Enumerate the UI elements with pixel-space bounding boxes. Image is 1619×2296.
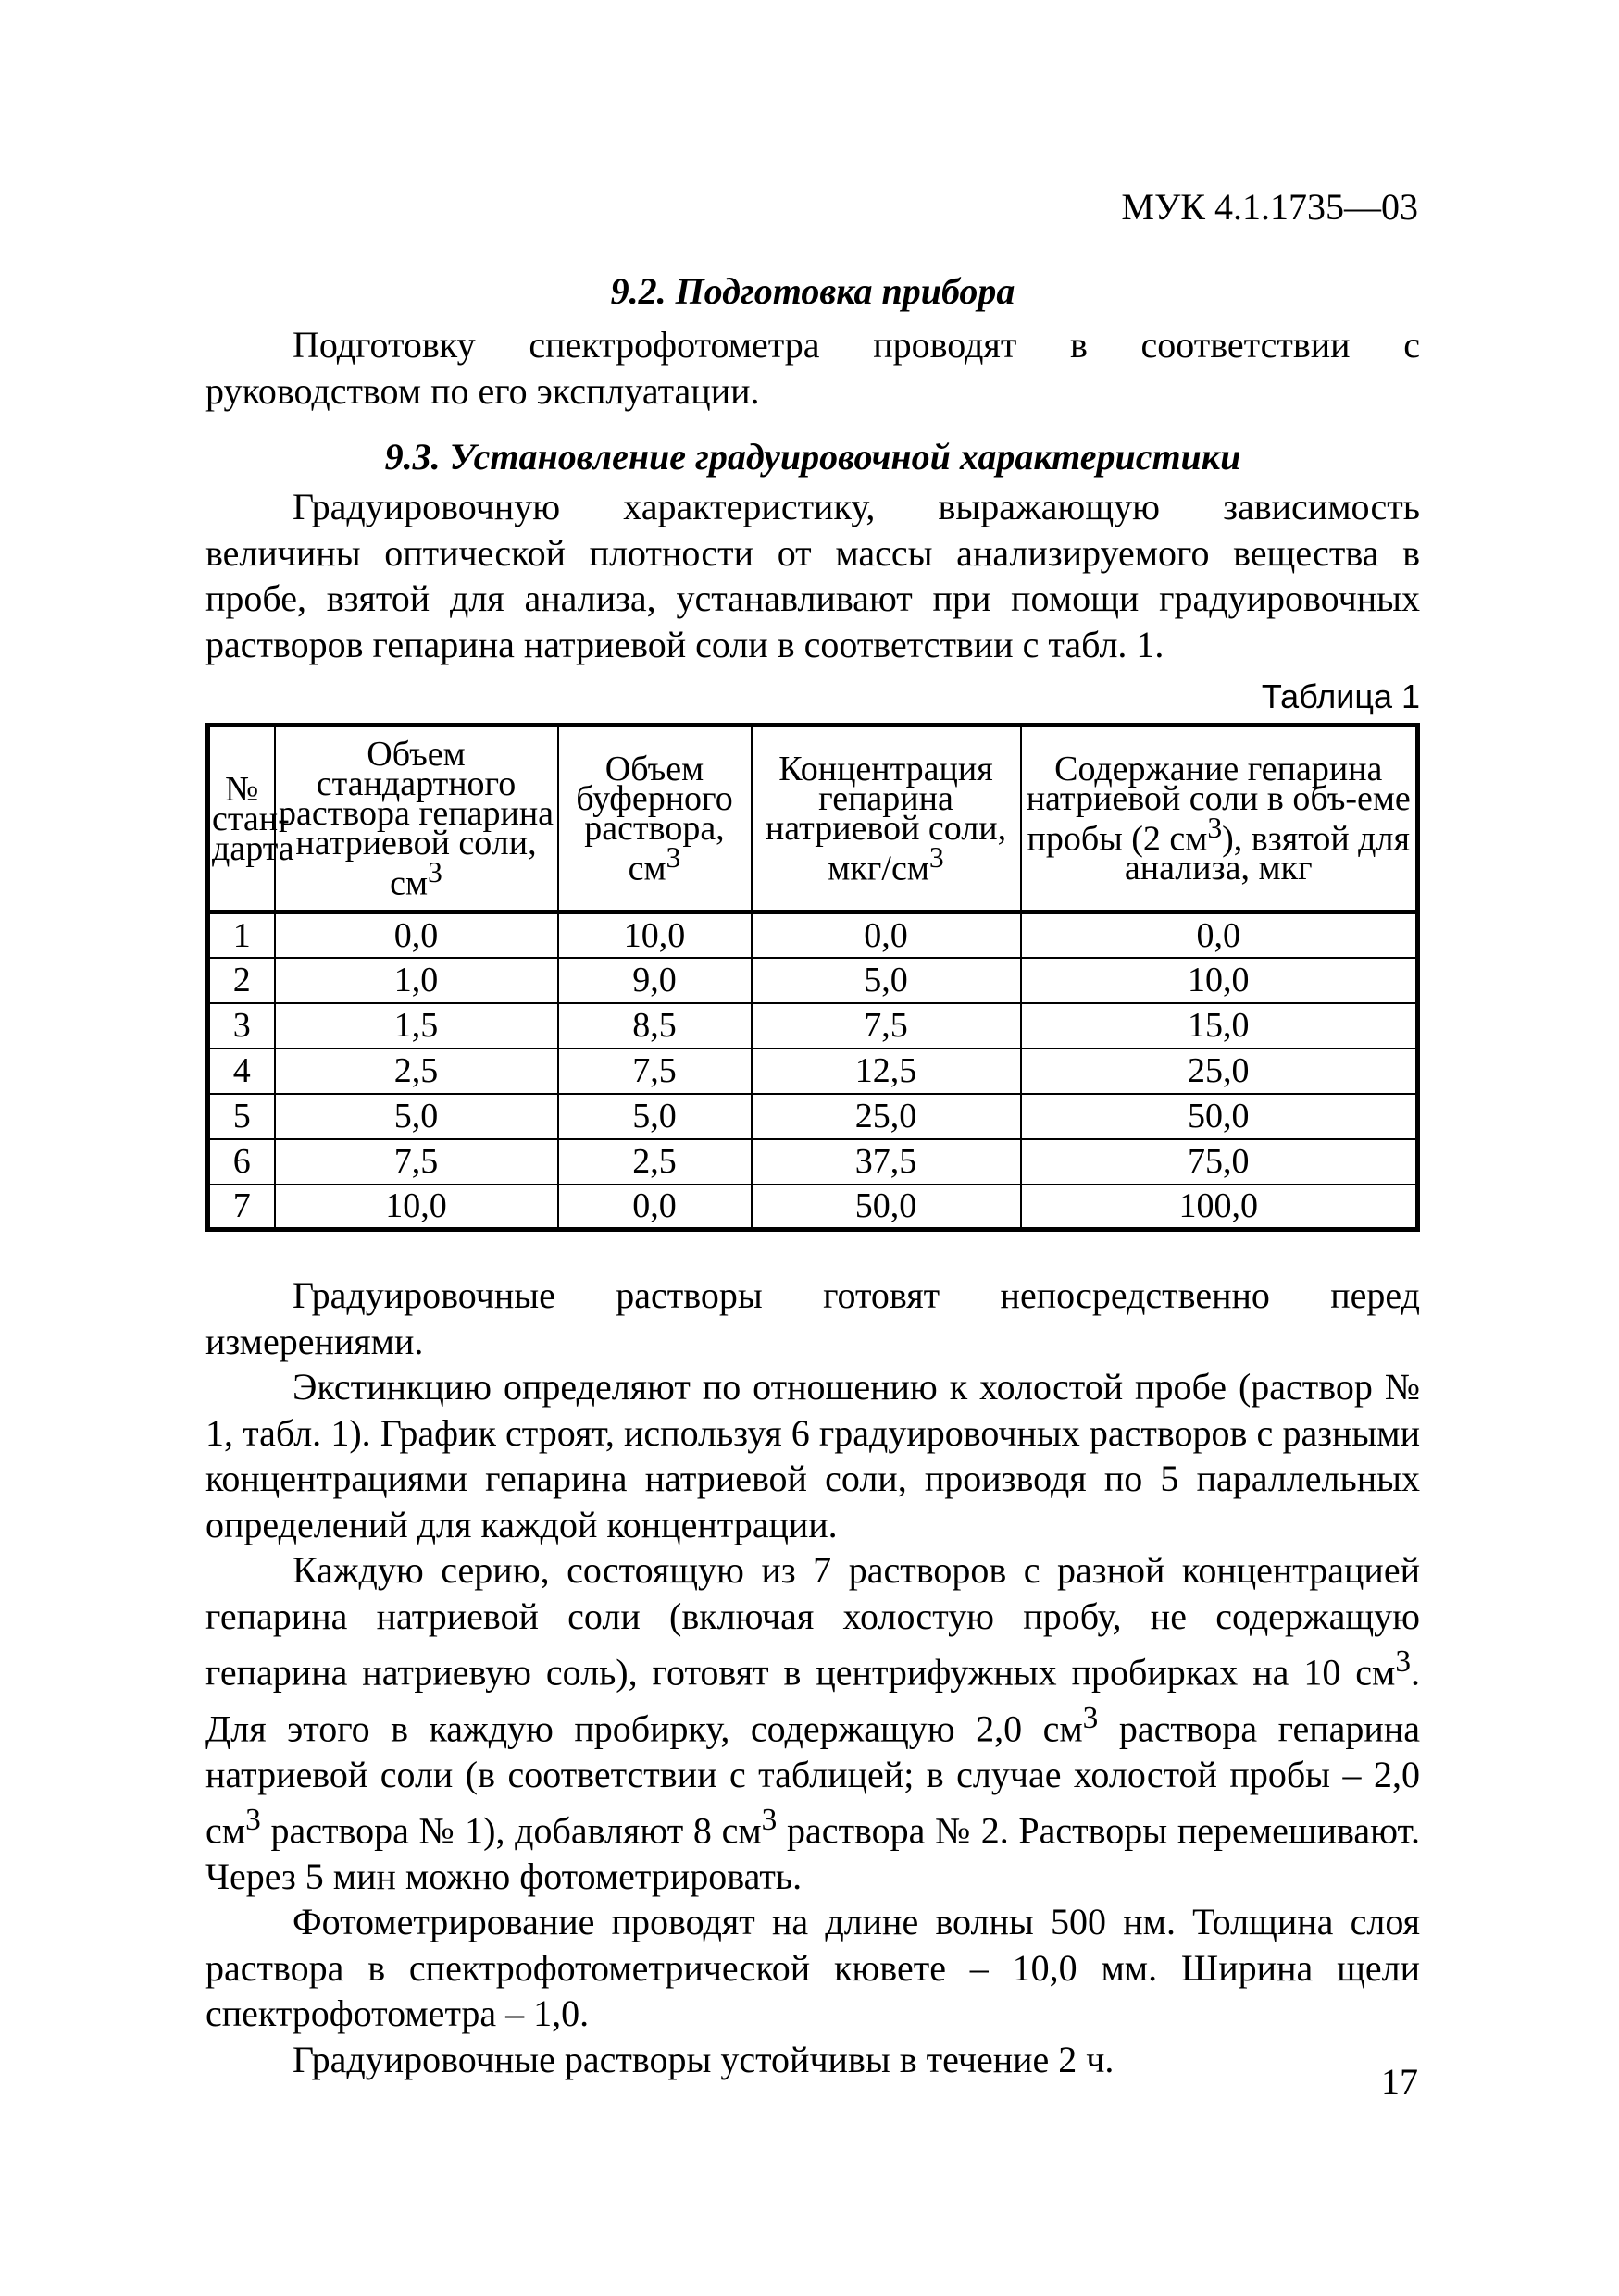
page-content bbox=[205, 268, 1420, 2082]
table-cell: 7,5 bbox=[275, 1139, 558, 1185]
table-cell: 25,0 bbox=[752, 1094, 1021, 1139]
section-9-2-heading: 9.2. Подготовка прибора bbox=[610, 270, 1015, 312]
table-cell: 37,5 bbox=[752, 1139, 1021, 1185]
table-cell: 50,0 bbox=[752, 1185, 1021, 1230]
table-cell: 10,0 bbox=[558, 912, 752, 958]
table-cell: 1,0 bbox=[275, 958, 558, 1003]
table-cell: 0,0 bbox=[558, 1185, 752, 1230]
section-9-3-text: Градуировочную характеристику, выражающую зависимость величины оптической плотности от массы анализируемого вещества в пробе, взятой для анализа, устанавливают при помощи градуировочных растворов гепарина натриевой соли в соответствии с табл. 1. bbox=[205, 486, 1420, 665]
table-cell: 100,0 bbox=[1021, 1185, 1418, 1230]
col-header-content: Содержание гепарина натриевой соли в объ-еме пробы (2 $см^3$), взятой для анализа, мкг bbox=[1021, 726, 1418, 912]
spacer bbox=[205, 1232, 1420, 1272]
col-header-buffer-volume: Объем буферного раствора, $см^3$ bbox=[558, 726, 752, 912]
table-cell: 25,0 bbox=[1021, 1049, 1418, 1094]
table-cell: 12,5 bbox=[752, 1049, 1021, 1094]
table-cell: 3 bbox=[208, 1003, 275, 1049]
table-cell: 2,5 bbox=[275, 1049, 558, 1094]
table-row bbox=[208, 1139, 1418, 1185]
section-9-3-heading: 9.3. Установление градуировочной характеристики bbox=[384, 436, 1241, 478]
table-cell: 7 bbox=[208, 1185, 275, 1230]
col-header-standard-no: № стан-дарта bbox=[208, 726, 275, 912]
table-cell: 4 bbox=[208, 1049, 275, 1094]
table-row bbox=[208, 1094, 1418, 1139]
table-row bbox=[208, 1049, 1418, 1094]
table-row bbox=[208, 912, 1418, 958]
document-code: МУК 4.1.1735—03 bbox=[1121, 186, 1418, 228]
table-cell: 15,0 bbox=[1021, 1003, 1418, 1049]
table-cell: 7,5 bbox=[752, 1003, 1021, 1049]
table-cell: 5,0 bbox=[558, 1094, 752, 1139]
table-cell: 5,0 bbox=[275, 1094, 558, 1139]
table-row bbox=[208, 1185, 1418, 1230]
page-number: 17 bbox=[1381, 2061, 1418, 2103]
table-cell: 10,0 bbox=[275, 1185, 558, 1230]
table-row bbox=[208, 958, 1418, 1003]
col-header-concentration: Концентрация гепарина натриевой соли, мкг/$см^3$ bbox=[752, 726, 1021, 912]
body-paragraph-2: Экстинкцию определяют по отношению к холостой пробе (раствор № 1, табл. 1). График строят, используя 6 градуировочных растворов с разными концентрациями гепарина натриевой соли, производя по 5 параллельных определений для каждой концентрации. bbox=[205, 1366, 1420, 1545]
table-cell: 2 bbox=[208, 958, 275, 1003]
table-cell: 0,0 bbox=[752, 912, 1021, 958]
calibration-table bbox=[205, 723, 1420, 1232]
section-9-2-text: Подготовку спектрофотометра проводят в соответствии с руководством по его эксплуатации. bbox=[205, 324, 1420, 412]
table-cell: 8,5 bbox=[558, 1003, 752, 1049]
table-cell: 2,5 bbox=[558, 1139, 752, 1185]
table-cell: 1 bbox=[208, 912, 275, 958]
table-cell: 5 bbox=[208, 1094, 275, 1139]
body-paragraph-3: Каждую серию, состоящую из 7 растворов с разной концентрацией гепарина натриевой соли (включая холостую пробу, не содержащую гепарина натриевую соль), готовят в центрифужных пробирках на 10 $см^3$. Для этого в каждую пробирку, содержащую 2,0 $см^3$ раствора гепарина натриевой соли (в соответствии с таблицей; в случае холостой пробы – 2,0 $см^3$ раствора № 1), добавляют 8 $см^3$ раствора № 2. Растворы перемешивают. Через 5 мин можно фотометрировать. bbox=[205, 1549, 1420, 1897]
table-cell: 9,0 bbox=[558, 958, 752, 1003]
table-cell: 0,0 bbox=[1021, 912, 1418, 958]
table-row bbox=[208, 1003, 1418, 1049]
table-cell: 75,0 bbox=[1021, 1139, 1418, 1185]
table-cell: 7,5 bbox=[558, 1049, 752, 1094]
table-caption: Таблица 1 bbox=[1261, 677, 1420, 715]
table-cell: 10,0 bbox=[1021, 958, 1418, 1003]
table-cell: 5,0 bbox=[752, 958, 1021, 1003]
table-cell: 50,0 bbox=[1021, 1094, 1418, 1139]
body-paragraph-1: Градуировочные растворы готовят непосредственно перед измерениями. bbox=[205, 1274, 1420, 1362]
table-cell: 0,0 bbox=[275, 912, 558, 958]
body-paragraph-4: Фотометрирование проводят на длине волны 500 нм. Толщина слоя раствора в спектрофотометрической кювете – 10,0 мм. Ширина щели спектрофотометра – 1,0. bbox=[205, 1901, 1420, 2035]
table-cell: 1,5 bbox=[275, 1003, 558, 1049]
table-header-row bbox=[208, 726, 1418, 912]
body-paragraph-5: Градуировочные растворы устойчивы в течение 2 ч. bbox=[293, 2038, 1115, 2080]
col-header-standard-volume: Объем стандартного раствора гепарина натриевой соли, $см^3$ bbox=[275, 726, 558, 912]
table-cell: 6 bbox=[208, 1139, 275, 1185]
